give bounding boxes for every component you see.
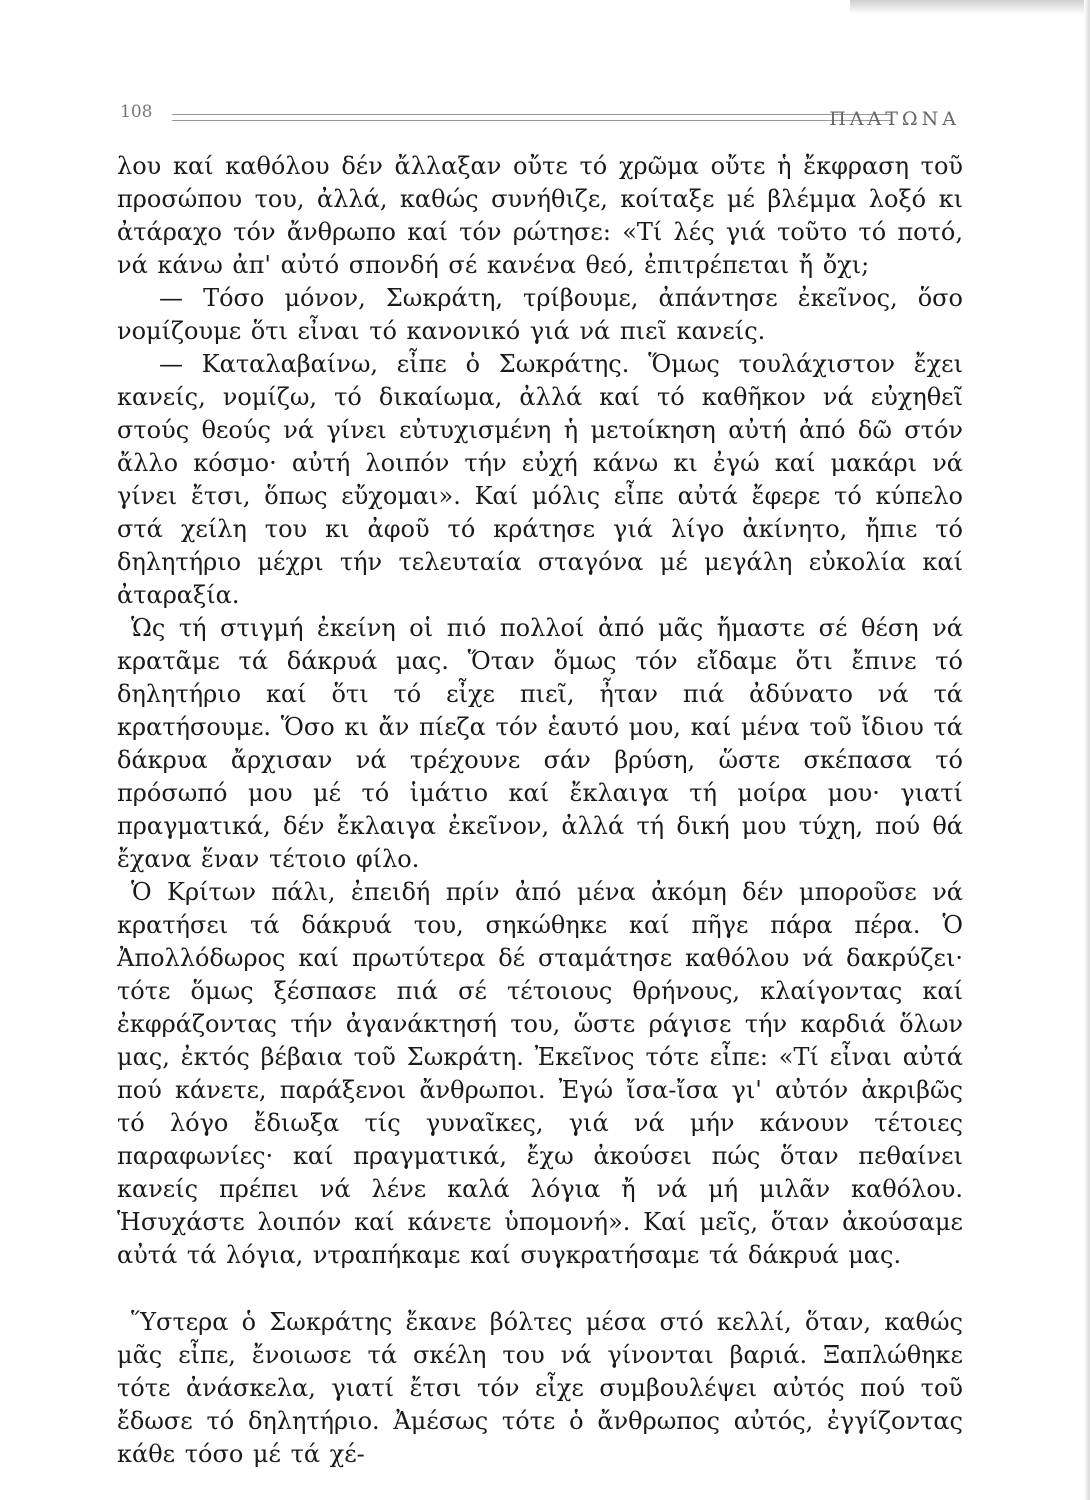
paragraph-dialogue-reply: — Τόσο μόνον, Σωκράτη, τρίβουμε, ἀπάντησε ἐκεῖνος, ὅσο νομίζουμε ὅτι εἶναι τό κανονικό γιά νά πιεῖ κανείς. <box>117 284 963 345</box>
paragraph-dialogue-socrates: — Καταλαβαίνω, εἶπε ὁ Σωκράτης. Ὅμως τουλάχιστον ἔχει κανείς, νομίζω, τό δικαίωμα, ἀλλά καί τό καθῆκον νά εὐχηθεῖ στούς θεούς νά γίνει εὐτυχισμένη ἡ μετοίκηση αὐτή ἀπό δῶ στόν ἄλλο κόσμο· αὐτή λοιπόν τήν εὐχή κάνω κι ἐγώ καί μακάρι νά γίνει ἔτσι, ὅπως εὔχομαι». Καί μόλις εἶπε αὐτά ἔφερε τό κύπελο στά χείλη του κι ἀφοῦ τό κράτησε γιά λίγο ἀκίνητο, ἤπιε τό δηλητήριο μέχρι τήν τελευταία σταγόνα μέ μεγάλη εὐκολία καί ἀταραξία. <box>117 350 963 609</box>
page-header <box>120 100 960 140</box>
paragraph-tears: Ὡς τή στιγμή ἐκείνη οἱ πιό πολλοί ἀπό μᾶς ἤμαστε σέ θέση νά κρατᾶμε τά δάκρυά μας. Ὅταν ὅμως τόν εἴδαμε ὅτι ἔπινε τό δηλητήριο καί ὅτι τό εἶχε πιεῖ, ἦταν πιά ἀδύνατο νά τά κρατήσουμε. Ὅσο κι ἄν πίεζα τόν ἑαυτό μου, καί μένα τοῦ ἴδιου τά δάκρυα ἄρχισαν νά τρέχουνε σάν βρύση, ὥστε σκέπασα τό πρόσωπό μου μέ τό ἱμάτιο καί ἔκλαιγα τή μοίρα μου· γιατί πραγματικά, δέν ἔκλαιγα ἐκεῖνον, ἀλλά τή δική μου τύχη, πού θά ἔχανα ἕναν τέτοιο φίλο. <box>117 614 963 873</box>
running-title: ΠΛΑΤΩΝΑ <box>829 108 960 130</box>
page-edge-shadow-right <box>1084 0 1090 1500</box>
body-text <box>117 150 963 1471</box>
page-number: 108 <box>120 102 153 122</box>
header-rule <box>172 114 892 121</box>
paragraph-crito: Ὁ Κρίτων πάλι, ἐπειδή πρίν ἀπό μένα ἀκόμη δέν μποροῦσε νά κρατήσει τά δάκρυά του, σηκώθηκε καί πῆγε πάρα πέρα. Ὁ Ἀπολλόδωρος καί πρωτύτερα δέ σταμάτησε καθόλου νά δακρύζει· τότε ὅμως ξέσπασε πιά σέ τέτοιους θρήνους, κλαίγοντας καί ἐκφράζοντας τήν ἀγανάκτησή του, ὥστε ράγισε τήν καρδιά ὅλων μας, ἐκτός βέβαια τοῦ Σωκράτη. Ἐκεῖνος τότε εἶπε: «Τί εἶναι αὐτά πού κάνετε, παράξενοι ἄνθρωποι. Ἐγώ ἴσα-ἴσα γι' αὐτόν ἀκριβῶς τό λόγο ἔδιωξα τίς γυναῖκες, γιά νά μήν κάνουν τέτοιες παραφωνίες· καί πραγματικά, ἔχω ἀκούσει πώς ὅταν πεθαίνει κανείς πρέπει νά λένε καλά λόγια ἤ νά μή μιλᾶν καθόλου. Ἡσυχάστε λοιπόν καί κάνετε ὑπομονή». Καί μεῖς, ὅταν ἀκούσαμε αὐτά τά λόγια, ντραπήκαμε καί συγκρατήσαμε τά δάκρυά μας. <box>117 878 963 1269</box>
paragraph-walk: Ὕστερα ὁ Σωκράτης ἔκανε βόλτες μέσα στό κελλί, ὅταν, καθώς μᾶς εἶπε, ἔνοιωσε τά σκέλη του νά γίνονται βαριά. Ξαπλώθηκε τότε ἀνάσκελα, γιατί ἔτσι τόν εἶχε συμβουλέψει αὐτός πού τοῦ ἔδωσε τό δηλητήριο. Ἀμέσως τότε ὁ ἄνθρωπος αὐτός, ἐγγίζοντας κάθε τόσο μέ τά χέ- <box>117 1308 963 1468</box>
paragraph-continuation: λου καί καθόλου δέν ἄλλαξαν οὔτε τό χρῶμα οὔτε ἡ ἔκφραση τοῦ προσώπου του, ἀλλά, καθώς συνήθιζε, κοίταξε μέ βλέμμα λοξό κι ἀτάραχο τόν ἄνθρωπο καί τόν ρώτησε: «Τί λές γιά τοῦτο τό ποτό, νά κάνω ἀπ' αὐτό σπονδή σέ κανένα θεό, ἐπιτρέπεται ἤ ὄχι; <box>117 152 963 279</box>
page-edge-shadow-top <box>850 0 1090 14</box>
